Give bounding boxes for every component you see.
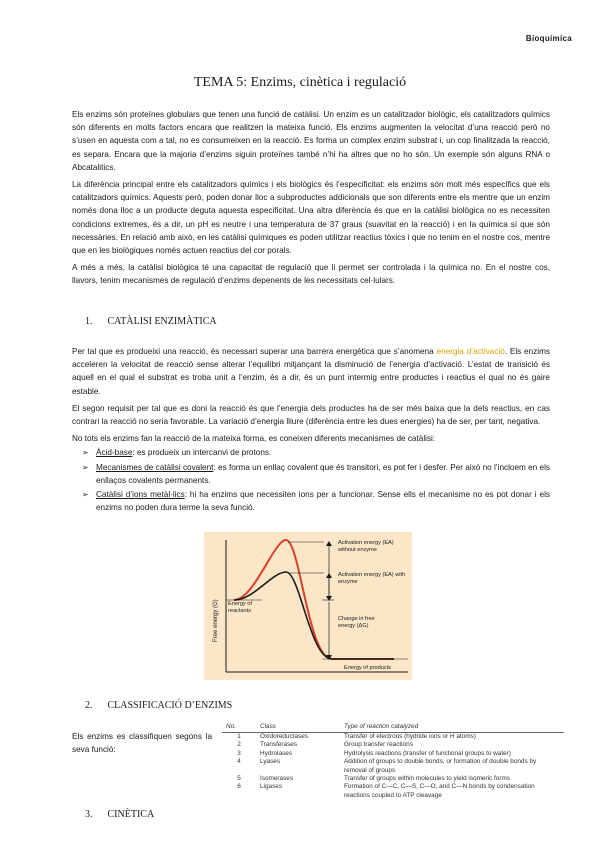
intro-paragraph-1: Els enzims són proteïnes globulars que tenen una funció de catàlisi. Un enzim es un catalitzador biològic, els catalitzadors químics són diferents en molts factors encara que realitzen la mateixa funció. Els enzims augmenten la velocitat d’una reacció però no s’usen en aquesta com a tal, no es consumeixen en la reacció. Es forma un complex enzim substrat i, un cop finalitzada la reacció, es separa. Encara que la majoria d’enzims siguin proteïnes també n’hi ha altres que no ho són. Un exemple són alguns RNA o Abcatalitics. (72, 110, 550, 172)
section-number: 1. (85, 316, 93, 327)
table-row (222, 775, 564, 783)
column-header: Type of reaction catalyzed (340, 722, 564, 733)
table-row (222, 733, 564, 742)
intro-paragraph-2: La diferència principal entre els catalitzadors químics i els biològics és l’especificitat: els enzims són molt més específics que els catalitzadors químics. Aquests però, poden donar lloc a subproductes addicionals que son diferents entre els mentre que un enzim només dona lloc a un producte deguta aquesta especificitat. Una altra diferència és que en la catàlisi biològica no es necessiten condicions extremes, és a dir, un pH es neutre i una temperatura de 37 graus (suavitat en la reacció) i en la química sí que són necessàries. En relació amb això, en les catàlisi químiques es poden utilitzar reactius tòxics i que no tenim en el nostre cos, mentre que en les biològiques només actuen reactius del cor porals. (72, 180, 550, 256)
section-3-heading (85, 809, 154, 820)
table-header-row (222, 722, 564, 733)
list-item: ➢ Catàlisi d’ions metàl·lics: hi ha enzims que necessiten ions per a funcionar. Sense ells el mecanisme no es pot donar i els enzims no poden dura terme la seva funció. (82, 488, 550, 514)
table-cell: Transfer of electrons (hydride ions or H atoms) (344, 733, 476, 740)
y-axis-label: Free energy (G) (213, 599, 219, 642)
label-ea-without-enzyme: Activation energy (EA) without enzyme (338, 540, 394, 553)
section-1-paragraph-1: Per tal que es produeixi una reacció, és necessari superar una barrera energètica que s’anomena energia d’activació. Els enzims acceleren la velocitat de reacció sense alterar l’equilibri mitjançant la disminució de l’energia d’activació. L’estat de transició és aquell en el qual el substrat es troba unit a l’enzim, és a dir, és un punt intermig entre productes i reactius el qual no és gaire estable. (72, 347, 550, 396)
activation-energy-chart (204, 532, 412, 680)
running-header: Bioquímica (525, 34, 572, 43)
table-cell: 4 (237, 758, 241, 766)
list-item: ➢ Mecanismes de catàlisi covalent: es forma un enllaç covalent que és transitori, es pot fer i desfer. Per això no l’incloem en els enllaços covalents permanents. (82, 461, 550, 487)
highlight-activation-energy: energia d’activació (436, 347, 505, 356)
table-cell: 1 (237, 733, 241, 740)
table-cell: 5 (237, 775, 241, 783)
table-cell: Group transfer reactions (344, 741, 413, 749)
table-cell: Isomerases (260, 775, 294, 783)
section-1-paragraph-3: No tots els enzims fan la reacció de la mateixa forma, es coneixen diferents mecanismes de catàlisi: (72, 434, 436, 444)
section-1-heading (85, 316, 217, 327)
table-cell: Transferases (260, 741, 298, 749)
table-cell: Hydrolases (260, 749, 292, 757)
table-cell: 3 (237, 749, 241, 757)
page-title: TEMA 5: Enzims, cinètica i regulació (193, 75, 407, 90)
column-header: No. (222, 722, 256, 733)
section-title: CATÀLISI ENZIMÀTICA (107, 316, 217, 327)
table-cell: 6 (237, 783, 241, 791)
intro-paragraph-3: A més a més, la catàlisi biològica té una capacitat de regulació que li permet ser controlada i la química no. En el nostre cos, llavors, tenim mecanismes de regulació d’enzims depenents de les necessitats cel·lulars. (72, 263, 550, 286)
section-1-paragraph-2: El segon requisit per tal que es doni la reacció és que l’energia dels productes ha de ser més baixa que la dels reactius, en cas contrari la reacció no seria favorable. La variació d’energia lliure (diferència entre les dues energies) ha de ser, per tant, negativa. (72, 403, 550, 427)
table-row (222, 783, 564, 800)
table-cell: Hydrolysis reactions (transfer of functional groups to water) (344, 749, 511, 757)
table-row (222, 741, 564, 749)
section-title: CLASSIFICACIÓ D’ENZIMS (107, 700, 233, 711)
table-cell: 2 (237, 741, 241, 749)
section-title: CINÈTICA (107, 809, 155, 820)
catalysis-mechanisms-list (72, 446, 550, 514)
table-cell: Lyases (260, 758, 281, 766)
table-cell: Formation of C—C, C—S, C—O, and C—N bonds by condensation reactions coupled to ATP cleavage (344, 783, 535, 799)
section-number: 2. (85, 700, 93, 711)
label-energy-of-products: Energy of products (344, 665, 391, 671)
table-cell: Addition of groups to double bonds, or formation of double bonds by removal of groups (344, 758, 537, 774)
label-delta-g: Change in free energy (ΔG) (338, 616, 375, 629)
table-cell: Ligases (260, 783, 283, 791)
enzyme-class-table (222, 722, 564, 800)
table-cell: Oxidoreductases (260, 733, 308, 740)
list-item: ➢ Àcid-base: es produeix un intercanvi de protons. (82, 446, 550, 459)
section-1-body (72, 345, 550, 515)
table-row (222, 758, 564, 775)
intro (72, 108, 550, 292)
label-ea-with-enzyme: Activation energy (EA) with enzyme (338, 572, 406, 585)
column-header: Class (256, 722, 340, 733)
classification-intro: Els enzims es classifiquen segons la seva funció: (72, 732, 212, 754)
section-2-heading (85, 700, 232, 711)
section-number: 3. (85, 809, 93, 820)
label-energy-of-reactants: Energy of reactants (228, 601, 252, 614)
table-row (222, 750, 564, 758)
table-cell: Transfer of groups within molecules to yield isomeric forms (344, 775, 510, 783)
